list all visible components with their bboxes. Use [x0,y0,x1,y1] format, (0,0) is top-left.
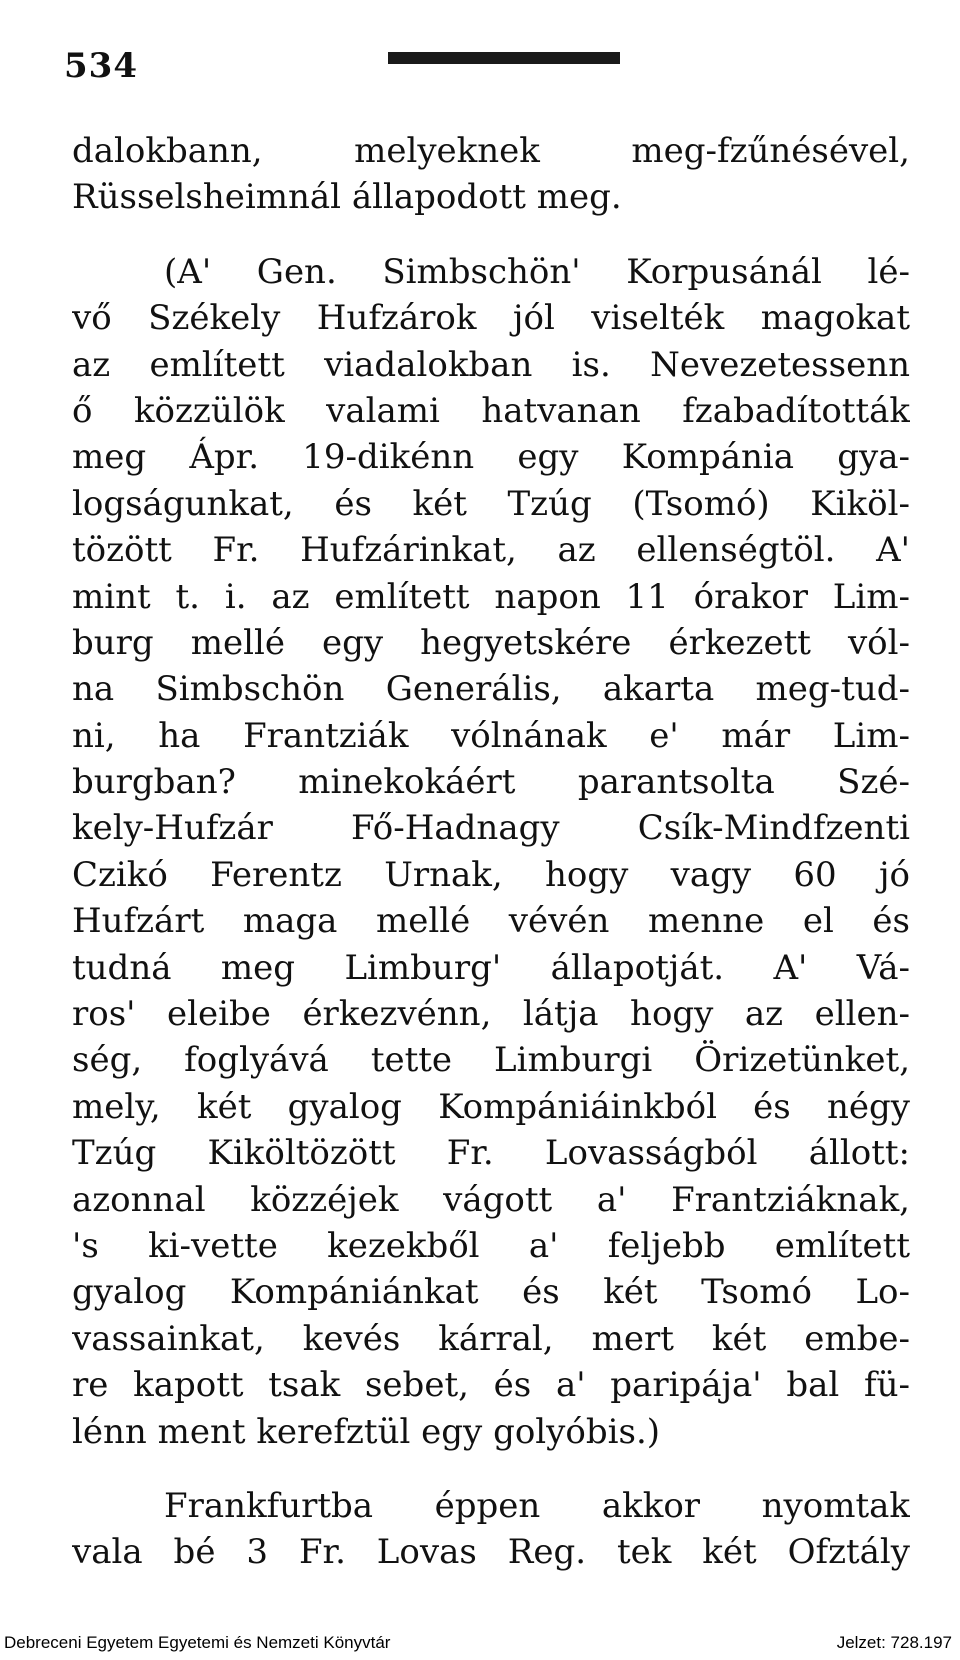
text-line: gyalog Kompániánkat és két Tsomó Lo- [72,1272,910,1313]
text-line: Hufzárt maga mellé vévén menne el és [72,901,910,942]
text-line: ség, foglyává tette Limburgi Örizetünket, [72,1040,910,1081]
text-line: ő közzülök valami hatvanan fzabadították [72,390,910,431]
text-line: lénn ment kerefztül egy golyóbis.) [72,1411,661,1452]
text-line: ni, ha Frantziák vólnának e' már Lim- [72,715,910,756]
library-credit: Debreceni Egyetem Egyetemi és Nemzeti Könyvtár [4,1633,391,1652]
text-line: kely-Hufzár Fő-Hadnagy Csík-Mindfzenti [72,808,910,849]
text-line: burgban? minekokáért parantsolta Szé- [72,762,910,803]
text-line: azonnal közzéjek vágott a' Frantziáknak, [72,1179,910,1220]
text-line: meg Ápr. 19-dikénn egy Kompánia gya- [72,437,910,478]
text-line: tözött Fr. Hufzárinkat, az ellenségtöl. A' [72,530,910,571]
text-line: (A' Gen. Simbschön' Korpusánál lé- [164,251,910,292]
text-line: logságunkat, és két Tzúg (Tsomó) Kiköl- [72,483,910,524]
text-line: na Simbschön Generális, akarta meg-tud- [72,669,910,710]
text-line: vassainkat, kevés kárral, mert két embe- [72,1318,910,1359]
body-text [72,128,910,1576]
text-line: vő Székely Hufzárok jól viselték magokat [72,298,910,339]
header-rule [388,52,620,64]
text-line: re kapott tsak sebet, és a' paripája' bal fü- [72,1365,910,1406]
text-line: mely, két gyalog Kompániáinkból és négy [72,1086,910,1127]
text-line: ros' eleibe érkezvénn, látja hogy az ellen- [72,994,910,1035]
paragraph-gap [72,1455,910,1483]
text-line: Czikó Ferentz Urnak, hogy vagy 60 jó [72,854,910,895]
text-line: mint t. i. az említett napon 11 órakor Lim- [72,576,910,617]
text-line: tudná meg Limburg' állapotját. A' Vá- [72,947,910,988]
paragraph [72,128,910,221]
text-line: dalokbann, melyeknek meg-fzűnésével, [72,131,910,171]
text-line: vala bé 3 Fr. Lovas Reg. tek két Ofztály [72,1532,910,1573]
shelfmark: Jelzet: 728.197 [836,1633,952,1652]
text-line: 's ki-vette kezekből a' feljebb említett [72,1225,910,1266]
text-line: Frankfurtba éppen akkor nyomtak [164,1485,910,1526]
paragraph-gap [72,221,910,249]
text-line: Rüsselsheimnál állapodott meg. [72,177,622,218]
paragraph [72,249,910,1455]
text-line: Tzúg Kiköltözött Fr. Lovasságból állott: [72,1133,910,1174]
paragraph [72,1483,910,1576]
text-line: burg mellé egy hegyetskére érkezett vól- [72,622,910,663]
page-number: 534 [64,46,138,86]
text-line: az említett viadalokban is. Nevezetessenn [72,344,910,385]
